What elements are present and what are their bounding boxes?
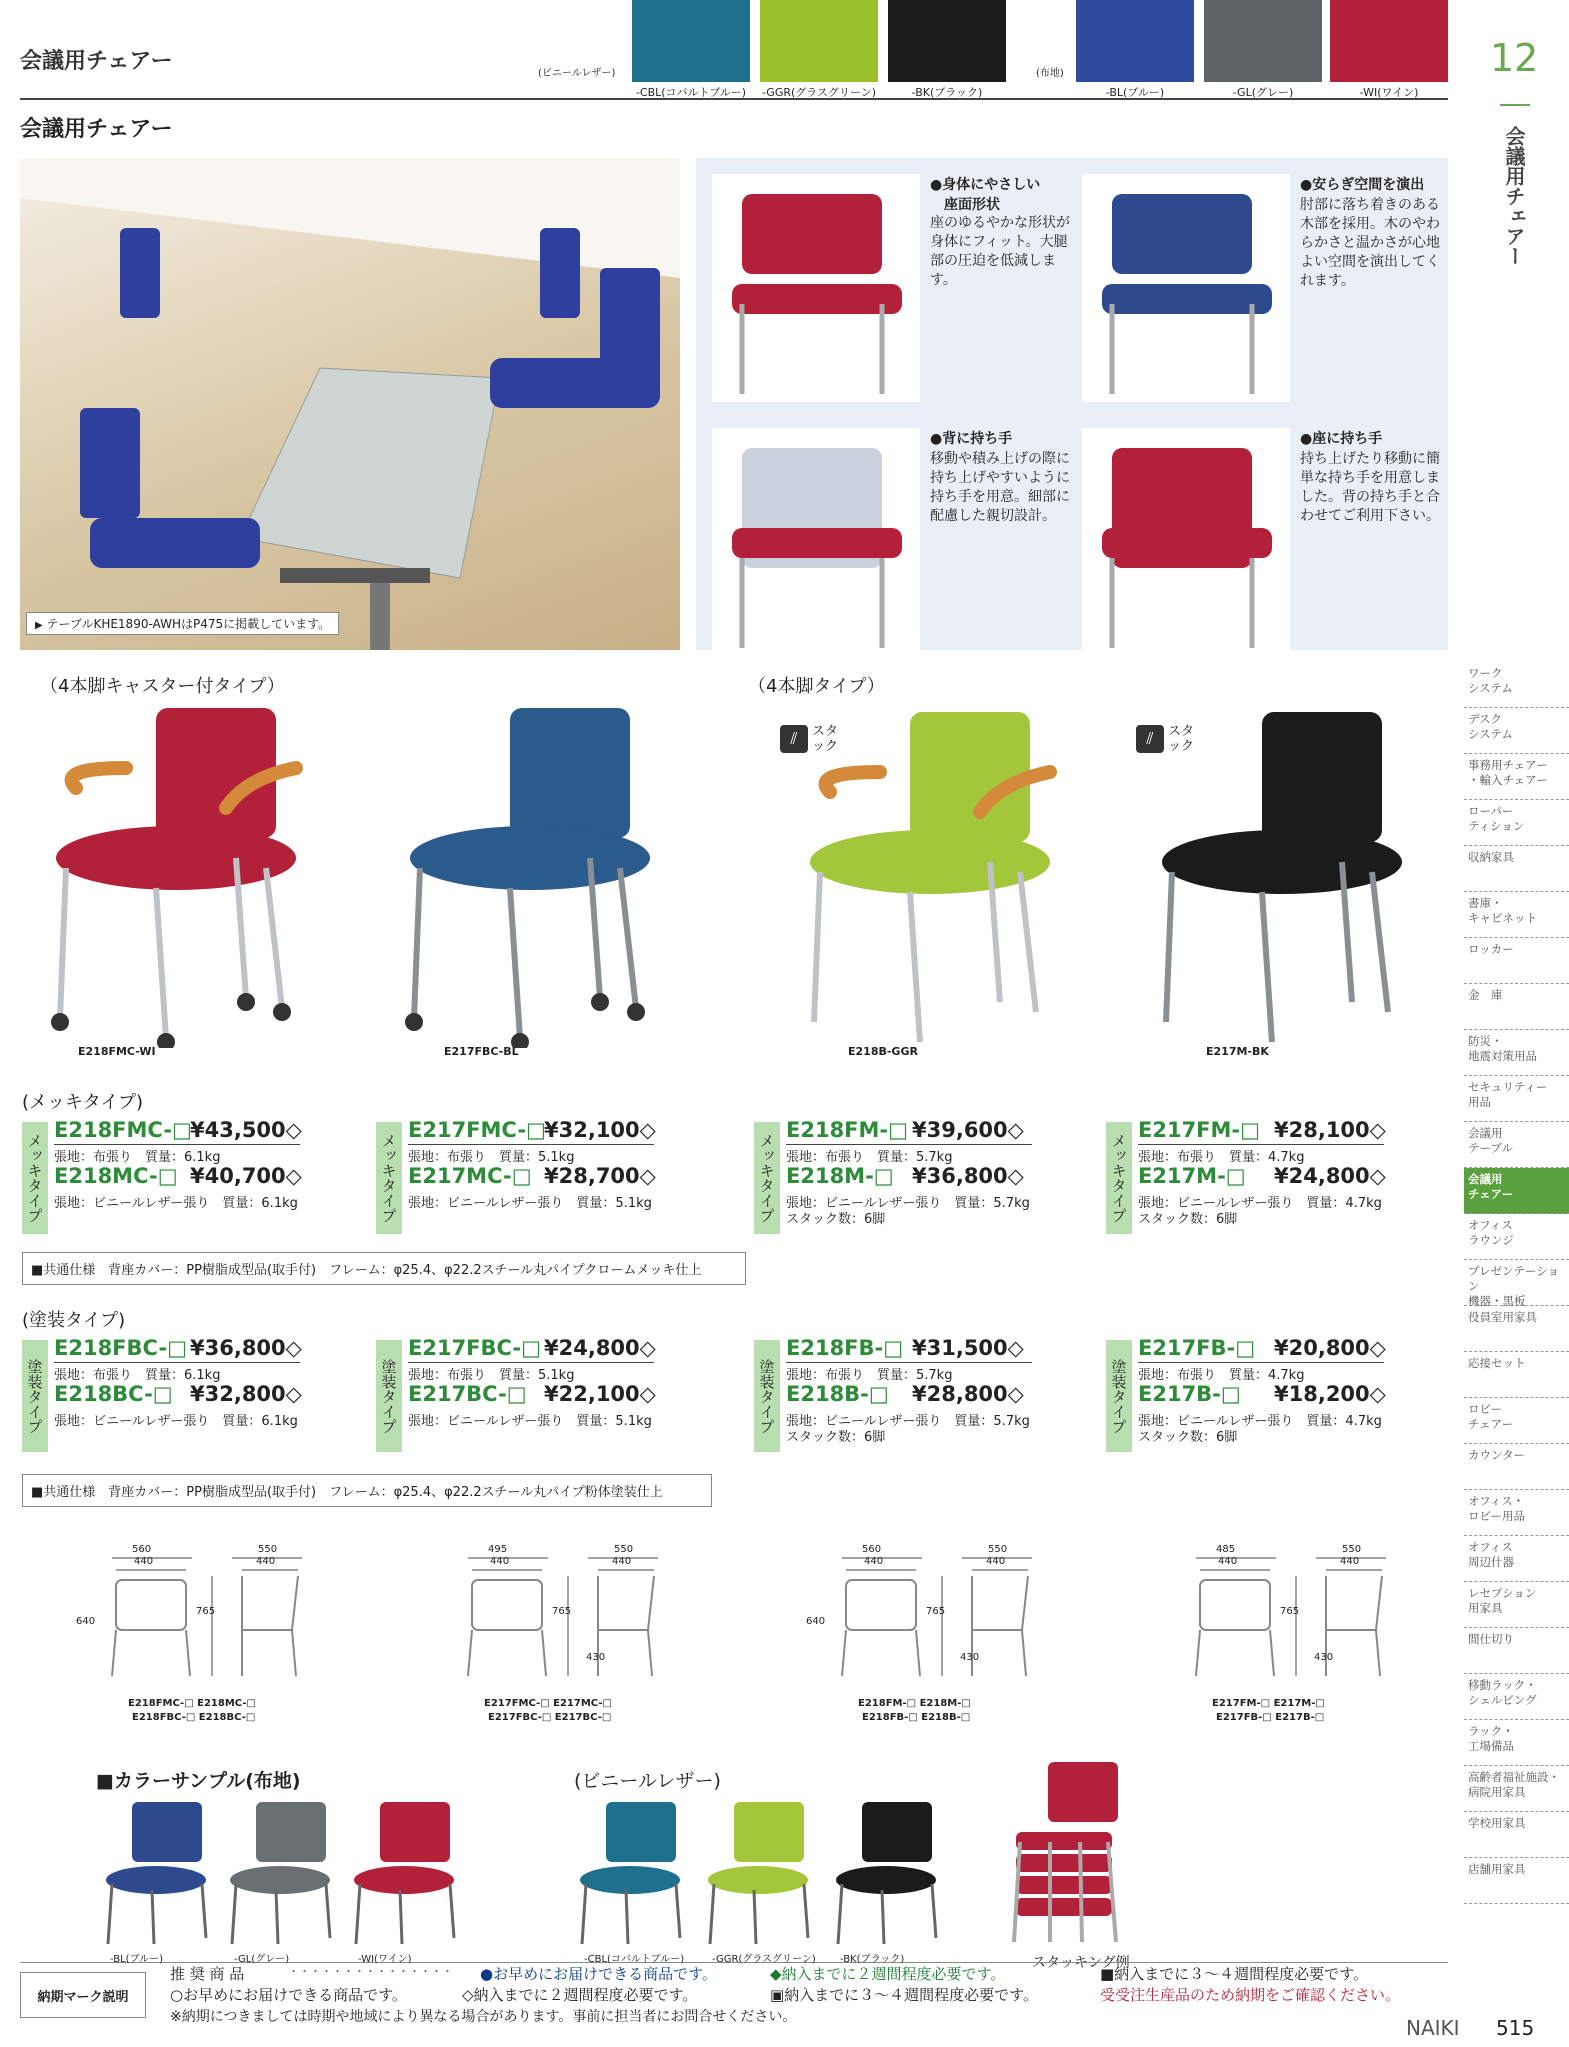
- legend-recommended: 推 奨 商 品: [170, 1965, 245, 1983]
- dimension-value: 440: [490, 1556, 510, 1567]
- product-code: E217M-□: [1138, 1164, 1246, 1188]
- product-rule: [54, 1144, 300, 1145]
- color-swatch-label: -GGR(グラスグリーン): [761, 86, 877, 99]
- feature-text: 座のゆるやかな形状が身体にフィット。大腿部の圧迫を低減します。: [930, 215, 1070, 288]
- product-spec: 張地：ビニールレザー張り 質量：6.1kg: [54, 1196, 298, 1211]
- fabric-samples-heading: ■カラーサンプル(布地): [96, 1770, 301, 1792]
- chapter-rule: [1500, 104, 1530, 106]
- stack-badge-label: スタック: [1168, 724, 1195, 754]
- type-tag: メッキタイプ: [754, 1122, 780, 1234]
- dimension-value: 550: [1342, 1544, 1362, 1555]
- feature-text: 肘部に落ち着きのある木部を採用。木のやわらかさと温かさが心地よい空間を演出してくれます。: [1300, 197, 1440, 289]
- product-spec: 張地：布張り 質量：5.1kg: [408, 1368, 575, 1383]
- four-leg-type-heading: （4本脚タイプ）: [748, 676, 885, 697]
- product-rule: [786, 1362, 1032, 1363]
- product-price: ¥28,800◇: [912, 1382, 1024, 1406]
- chair-photo: [800, 712, 1080, 1056]
- chair-photo: [400, 708, 680, 1052]
- sidebar-item[interactable]: ワーク システム: [1464, 662, 1569, 708]
- painted-common-spec: ■共通仕様 背座カバー：PP樹脂成型品(取手付) フレーム：φ25.4、φ22.2スチール丸パイプ粉体塗装仕上: [22, 1474, 712, 1507]
- dimension-codes: E217FM-□ E217M-□: [1212, 1698, 1325, 1709]
- chapter-label: 会議用チェアー: [1502, 126, 1526, 266]
- sidebar-item[interactable]: 書庫・ キャビネット: [1464, 892, 1569, 938]
- legend-title: 納期マーク説明: [20, 1972, 146, 2018]
- product-code: E217B-□: [1138, 1382, 1241, 1406]
- dimension-value: 485: [1216, 1544, 1236, 1555]
- sidebar-item[interactable]: 学校用家具: [1464, 1812, 1569, 1858]
- product-spec: 張地：布張り 質量：6.1kg: [54, 1150, 221, 1165]
- product-spec: スタック数：6脚: [1138, 1430, 1238, 1445]
- product-price: ¥28,100◇: [1274, 1118, 1386, 1142]
- product-price: ¥39,600◇: [912, 1118, 1024, 1142]
- legend-line-3: ■納入までに３～４週間程度必要です。: [1100, 1965, 1368, 1983]
- type-tag: メッキタイプ: [1106, 1122, 1132, 1234]
- dimension-codes: E217FMC-□ E217MC-□: [484, 1698, 612, 1709]
- feature-title: ●身体にやさしい 座面形状: [930, 177, 1041, 213]
- vinyl-samples-heading: (ビニールレザー): [574, 1770, 721, 1792]
- product-code: E218BC-□: [54, 1382, 173, 1406]
- sidebar-item[interactable]: 金 庫: [1464, 984, 1569, 1030]
- product-price: ¥32,800◇: [190, 1382, 302, 1406]
- color-sample-chair: [104, 1798, 214, 1950]
- product-price: ¥28,700◇: [544, 1164, 656, 1188]
- feature-title: ●座に持ち手: [1300, 431, 1383, 447]
- legend-line-7: 受受注生産品のため納期をご確認ください。: [1100, 1986, 1401, 2004]
- dimension-codes: E217FB-□ E217B-□: [1216, 1712, 1325, 1723]
- color-swatch-label: -GL(グレー): [1232, 86, 1294, 99]
- dimension-value: 430: [1314, 1652, 1334, 1663]
- sidebar-item[interactable]: レセプション 用家具: [1464, 1582, 1569, 1628]
- dimension-value: 560: [132, 1544, 152, 1555]
- type-tag: 塗装タイプ: [376, 1340, 402, 1452]
- dimension-codes: E218FMC-□ E218MC-□: [128, 1698, 256, 1709]
- color-swatch-label: -WI(ワイン): [1359, 86, 1419, 99]
- product-code: E217BC-□: [408, 1382, 527, 1406]
- sidebar-item[interactable]: オフィス ラウンジ: [1464, 1214, 1569, 1260]
- color-sample-label: -CBL(コバルトブルー): [584, 1954, 685, 1965]
- legend-line-1: ●お早めにお届けできる商品です。: [480, 1965, 717, 1983]
- product-code: E218FBC-□: [54, 1336, 187, 1360]
- stacking-illustration: [1010, 1762, 1126, 1948]
- color-sample-chair: [834, 1798, 944, 1950]
- product-price: ¥36,800◇: [912, 1164, 1024, 1188]
- sidebar-item[interactable]: 役員室用家具: [1464, 1306, 1569, 1352]
- legend-line-2: ◆納入までに２週間程度必要です。: [770, 1965, 1006, 1983]
- color-swatch: [1204, 0, 1322, 82]
- color-swatch: [1330, 0, 1448, 82]
- dimension-codes: E217FBC-□ E217BC-□: [488, 1712, 612, 1723]
- dimension-value: 440: [1340, 1556, 1360, 1567]
- product-spec: 張地：ビニールレザー張り 質量：5.7kg: [786, 1414, 1030, 1429]
- sidebar-item[interactable]: 高齢者福祉施設・ 病院用家具: [1464, 1766, 1569, 1812]
- dimension-value: 640: [76, 1616, 96, 1627]
- sidebar-item[interactable]: ローパー ティション: [1464, 800, 1569, 846]
- stack-badge-label: スタック: [812, 724, 839, 754]
- feature-title: ●背に持ち手: [930, 431, 1013, 447]
- room-photo: [20, 158, 680, 650]
- type-tag: メッキタイプ: [22, 1122, 48, 1234]
- type-tag: 塗装タイプ: [1106, 1340, 1132, 1452]
- photo-caption: [26, 612, 339, 635]
- dimension-codes: E218FM-□ E218M-□: [858, 1698, 971, 1709]
- color-sample-label: -BK(ブラック): [840, 1954, 905, 1965]
- dimension-value: 550: [614, 1544, 634, 1555]
- product-rule: [1138, 1362, 1384, 1363]
- dimension-value: 430: [586, 1652, 606, 1663]
- dimension-value: 765: [196, 1606, 216, 1617]
- product-price: ¥32,100◇: [544, 1118, 656, 1142]
- product-code: E218B-□: [786, 1382, 889, 1406]
- feature-image: [712, 428, 920, 656]
- color-swatch: [632, 0, 750, 82]
- dimension-value: 765: [1280, 1606, 1300, 1617]
- sidebar-item[interactable]: ロビー チェアー: [1464, 1398, 1569, 1444]
- sidebar-item[interactable]: ラック・ 工場備品: [1464, 1720, 1569, 1766]
- feature-image: [1082, 174, 1290, 402]
- dimension-value: 560: [862, 1544, 882, 1555]
- feature-image: [712, 174, 920, 402]
- sidebar-item[interactable]: 店舗用家具: [1464, 1858, 1569, 1904]
- dimension-value: 430: [960, 1652, 980, 1663]
- product-code: E217FBC-□: [408, 1336, 541, 1360]
- color-sample-chair: [228, 1798, 338, 1950]
- feature-image: [1082, 428, 1290, 656]
- product-spec: スタック数：6脚: [786, 1212, 886, 1227]
- dimension-value: 440: [256, 1556, 276, 1567]
- sidebar-item[interactable]: プレゼンテーション 機器・黒板: [1464, 1260, 1569, 1306]
- chair-photo: [46, 708, 326, 1052]
- plating-common-spec: ■共通仕様 背座カバー：PP樹脂成型品(取手付) フレーム：φ25.4、φ22.2スチール丸パイプクロームメッキ仕上: [22, 1252, 746, 1285]
- dimension-value: 495: [488, 1544, 508, 1555]
- vinyl-label: (ビニールレザー): [538, 68, 616, 79]
- stack-icon: ⫽: [1136, 725, 1164, 753]
- dimension-value: 550: [988, 1544, 1008, 1555]
- type-tag: 塗装タイプ: [754, 1340, 780, 1452]
- dimension-value: 440: [986, 1556, 1006, 1567]
- product-spec: 張地：布張り 質量：5.1kg: [408, 1150, 575, 1165]
- sidebar-item[interactable]: カウンター: [1464, 1444, 1569, 1490]
- product-price: ¥22,100◇: [544, 1382, 656, 1406]
- product-spec: 張地：布張り 質量：4.7kg: [1138, 1150, 1305, 1165]
- sidebar-item[interactable]: 応接セット: [1464, 1352, 1569, 1398]
- product-spec: 張地：布張り 質量：5.7kg: [786, 1368, 953, 1383]
- legend-line-4: ○お早めにお届けできる商品です。: [170, 1986, 407, 2004]
- feature-text: 移動や積み上げの際に持ち上げやすいように持ち手を用意。細部に配慮した親切設計。: [930, 451, 1070, 524]
- dimension-value: 440: [612, 1556, 632, 1567]
- brand-name: NAIKI: [1406, 2016, 1460, 2040]
- page-number: 515: [1496, 2016, 1535, 2040]
- sidebar-item[interactable]: 収納家具: [1464, 846, 1569, 892]
- color-swatch-label: -BL(ブルー): [1105, 86, 1165, 99]
- product-rule: [1138, 1144, 1384, 1145]
- product-code: E217MC-□: [408, 1164, 532, 1188]
- product-spec: スタック数：6脚: [1138, 1212, 1238, 1227]
- product-code: E218M-□: [786, 1164, 894, 1188]
- product-spec: 張地：ビニールレザー張り 質量：5.1kg: [408, 1414, 652, 1429]
- color-swatch-label: -CBL(コバルトブルー): [635, 86, 747, 99]
- color-sample-label: -BL(ブルー): [110, 1954, 164, 1965]
- sidebar-item[interactable]: ロッカー: [1464, 938, 1569, 984]
- product-code: E218FM-□: [786, 1118, 908, 1142]
- product-price: ¥31,500◇: [912, 1336, 1024, 1360]
- chair-photo-label: E217M-BK: [1206, 1045, 1269, 1058]
- product-price: ¥43,500◇: [190, 1118, 302, 1142]
- product-code: E218FMC-□: [54, 1118, 192, 1142]
- legend-line-6: ▣納入までに３～４週間程度必要です。: [770, 1986, 1038, 2004]
- sidebar-item[interactable]: 会議用 チェアー: [1464, 1168, 1569, 1214]
- product-code: E217FM-□: [1138, 1118, 1260, 1142]
- color-sample-chair: [578, 1798, 688, 1950]
- product-code: E218FB-□: [786, 1336, 904, 1360]
- painted-heading: (塗装タイプ): [22, 1310, 126, 1331]
- product-rule: [786, 1144, 1032, 1145]
- sidebar-item[interactable]: 事務用チェアー ・輸入チェアー: [1464, 754, 1569, 800]
- sidebar-item[interactable]: 間仕切り: [1464, 1628, 1569, 1674]
- product-spec: 張地：布張り 質量：5.7kg: [786, 1150, 953, 1165]
- page-header-title: 会議用チェアー: [20, 49, 173, 74]
- color-sample-label: -GL(グレー): [234, 1954, 290, 1965]
- product-spec: 張地：ビニールレザー張り 質量：5.1kg: [408, 1196, 652, 1211]
- sidebar-item[interactable]: セキュリティー 用品: [1464, 1076, 1569, 1122]
- color-swatch: [1076, 0, 1194, 82]
- chair-photo-label: E217FBC-BL: [444, 1045, 519, 1058]
- legend-note: ※納期につきましては時期や地域により異なる場合があります。事前に担当者にお問合せください。: [170, 2009, 797, 2025]
- dimension-value: 440: [864, 1556, 884, 1567]
- stack-icon: ⫽: [780, 725, 808, 753]
- sidebar-item[interactable]: 会議用 テーブル: [1464, 1122, 1569, 1168]
- product-code: E217FMC-□: [408, 1118, 546, 1142]
- product-spec: 張地：布張り 質量：4.7kg: [1138, 1368, 1305, 1383]
- product-rule: [408, 1144, 654, 1145]
- dimension-value: 765: [552, 1606, 572, 1617]
- product-spec: 張地：布張り 質量：6.1kg: [54, 1368, 221, 1383]
- product-spec: 張地：ビニールレザー張り 質量：6.1kg: [54, 1414, 298, 1429]
- arrow-right-icon: ▶: [35, 620, 43, 631]
- photo-caption-text: テーブルKHE1890-AWHはP475に掲載しています。: [46, 617, 331, 631]
- product-price: ¥40,700◇: [190, 1164, 302, 1188]
- feature-text: 持ち上げたり移動に簡単な持ち手を用意しました。背の持ち手と合わせてご利用下さい。: [1300, 451, 1440, 524]
- caster-type-heading: （4本脚キャスター付タイプ）: [40, 676, 285, 697]
- type-tag: 塗装タイプ: [22, 1340, 48, 1452]
- product-price: ¥24,800◇: [1274, 1164, 1386, 1188]
- dimension-codes: E218FB-□ E218B-□: [862, 1712, 971, 1723]
- sidebar-item[interactable]: デスク システム: [1464, 708, 1569, 754]
- type-tag: メッキタイプ: [376, 1122, 402, 1234]
- fabric-label: (布地): [1036, 68, 1064, 79]
- color-swatch: [760, 0, 878, 82]
- product-rule: [408, 1362, 654, 1363]
- sidebar-item[interactable]: 移動ラック・ シェルビング: [1464, 1674, 1569, 1720]
- color-sample-label: -GGR(グラスグリーン): [712, 1954, 816, 1965]
- legend-line-5: ◇納入までに２週間程度必要です。: [462, 1986, 698, 2004]
- dimension-value: 765: [926, 1606, 946, 1617]
- color-sample-label: -WI(ワイン): [358, 1954, 412, 1965]
- chair-photo: [1152, 712, 1432, 1056]
- sidebar-item[interactable]: 防災・ 地震対策用品: [1464, 1030, 1569, 1076]
- chair-photo-label: E218B-GGR: [848, 1045, 918, 1058]
- plating-heading: (メッキタイプ): [22, 1092, 143, 1113]
- stacking-example: [1010, 1762, 1126, 1952]
- feature-title: ●安らぎ空間を演出: [1300, 177, 1425, 193]
- section-title: 会議用チェアー: [20, 117, 173, 142]
- product-price: ¥24,800◇: [544, 1336, 656, 1360]
- product-code: E218MC-□: [54, 1164, 178, 1188]
- product-price: ¥36,800◇: [190, 1336, 302, 1360]
- product-price: ¥20,800◇: [1274, 1336, 1386, 1360]
- color-sample-chair: [706, 1798, 816, 1950]
- product-code: E217FB-□: [1138, 1336, 1256, 1360]
- sidebar-item[interactable]: オフィス 周辺什器: [1464, 1536, 1569, 1582]
- product-price: ¥18,200◇: [1274, 1382, 1386, 1406]
- product-spec: 張地：ビニールレザー張り 質量：5.7kg: [786, 1196, 1030, 1211]
- dimension-value: 640: [806, 1616, 826, 1627]
- chair-photo-label: E218FMC-WI: [78, 1045, 156, 1058]
- sidebar-item[interactable]: オフィス・ ロビー用品: [1464, 1490, 1569, 1536]
- color-swatch-label: -BK(ブラック): [911, 86, 983, 99]
- stacking-label: スタッキング例: [1032, 1955, 1130, 1971]
- dimension-codes: E218FBC-□ E218BC-□: [132, 1712, 256, 1723]
- chapter-number: 12: [1490, 36, 1539, 80]
- room-photo-illustration: [20, 158, 680, 650]
- color-swatch: [888, 0, 1006, 82]
- color-sample-chair: [352, 1798, 462, 1950]
- product-spec: 張地：ビニールレザー張り 質量：4.7kg: [1138, 1196, 1382, 1211]
- dimension-value: 440: [1218, 1556, 1238, 1567]
- product-spec: 張地：ビニールレザー張り 質量：4.7kg: [1138, 1414, 1382, 1429]
- product-rule: [54, 1362, 300, 1363]
- dimension-value: 550: [258, 1544, 278, 1555]
- dimension-value: 440: [134, 1556, 154, 1567]
- legend-dots: ・・・・・・・・・・・・・・・: [288, 1965, 453, 1978]
- product-spec: スタック数：6脚: [786, 1430, 886, 1445]
